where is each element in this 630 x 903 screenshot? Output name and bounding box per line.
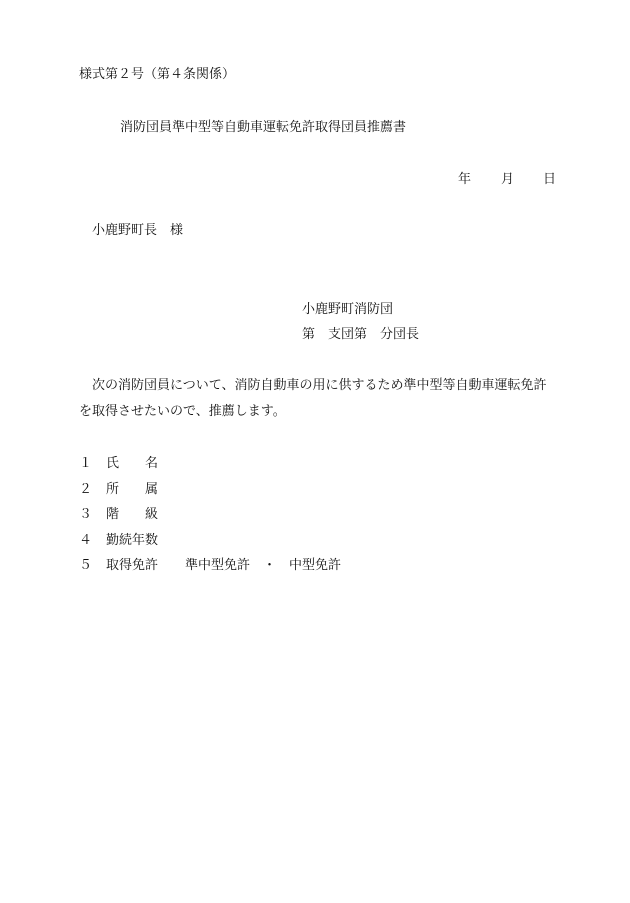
item-number: ２ — [79, 481, 93, 497]
item-label: 氏 名 — [106, 456, 159, 471]
item-label: 取得免許 — [106, 558, 159, 573]
item-number: １ — [79, 456, 93, 471]
item-number: ３ — [79, 507, 93, 522]
list-item — [79, 457, 341, 483]
item-label: 所 属 — [106, 481, 159, 497]
item-number: ４ — [79, 532, 93, 548]
date-month-label: 月 — [501, 172, 515, 187]
document-title: 消防団員準中型等自動車運転免許取得団員推薦書 — [120, 120, 407, 135]
date-year-label: 年 — [458, 172, 472, 187]
item-label: 階 級 — [106, 507, 159, 522]
list-item — [79, 534, 341, 560]
item-list — [79, 457, 341, 585]
item-label: 勤続年数 — [106, 532, 159, 548]
sender-unit: 第 支団第 分団長 — [302, 327, 420, 342]
list-item — [79, 508, 341, 534]
item-number: ５ — [79, 558, 93, 573]
form-number: 様式第２号（第４条関係） — [79, 67, 236, 82]
addressee: 小鹿野町長 様 — [92, 223, 184, 238]
date-day-label: 日 — [543, 172, 557, 187]
list-item — [79, 483, 341, 509]
body-text-line-2: を取得させたいので、推薦します。 — [79, 404, 286, 419]
list-item — [79, 559, 341, 585]
body-text-line-1: 次の消防団員について、消防自動車の用に供するため準中型等自動車運転免許 — [92, 378, 547, 393]
sender-organization: 小鹿野町消防団 — [302, 302, 394, 317]
item-value: 準中型免許 ・ 中型免許 — [185, 558, 342, 573]
date-line — [458, 173, 556, 186]
